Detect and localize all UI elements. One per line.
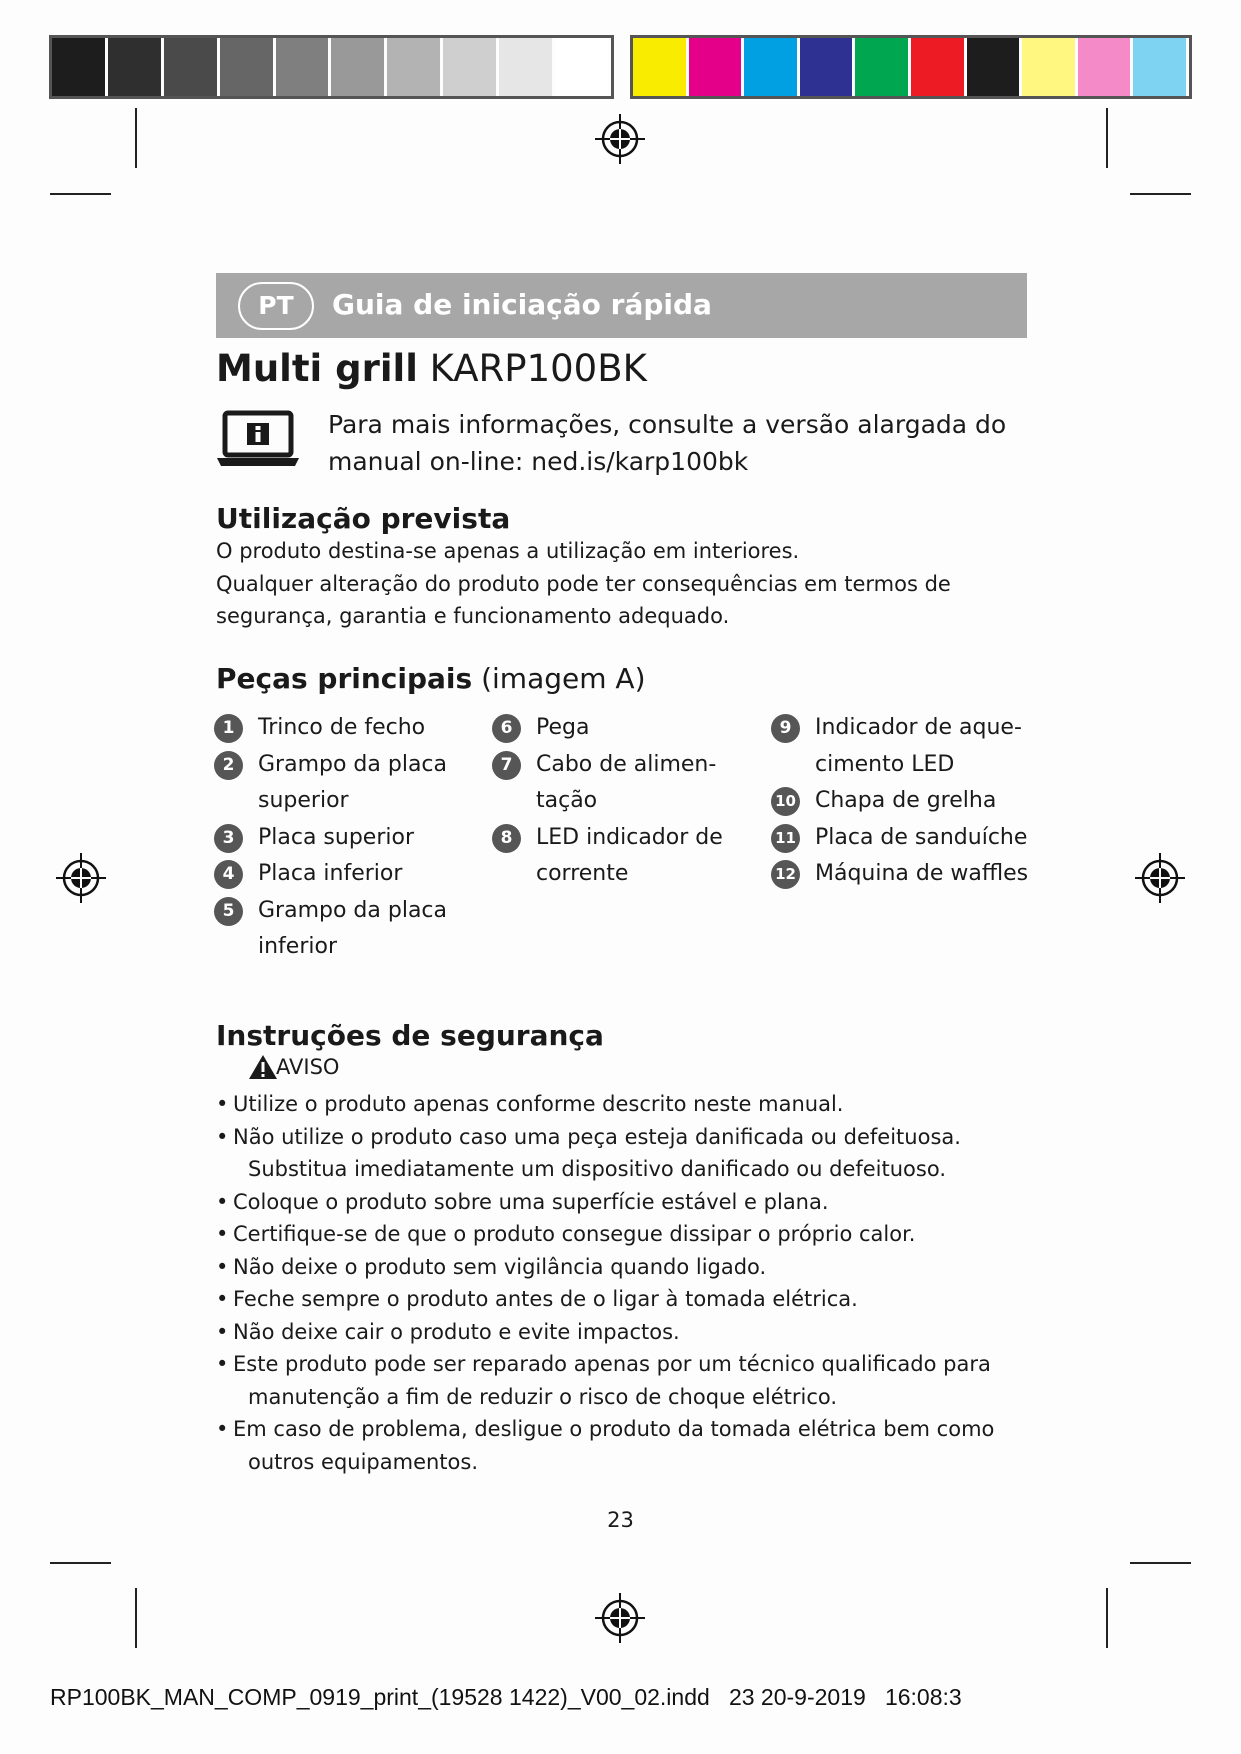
crop-mark (135, 108, 137, 168)
color-swatch (744, 38, 800, 96)
color-swatch (499, 38, 555, 96)
color-swatch (1022, 38, 1078, 96)
color-swatch (911, 38, 967, 96)
safety-line: • Em caso de problema, desligue o produto da tomada elétrica bem como (233, 1417, 995, 1441)
part-item (771, 710, 1041, 783)
safety-line: • Não utilize o produto caso uma peça esteja danificada ou defeituosa. (233, 1124, 961, 1149)
color-swatch (1133, 38, 1189, 96)
color-swatch (52, 38, 108, 96)
safety-line: • Certifique-se de que o produto consegue dissipar o próprio calor. (233, 1222, 916, 1246)
part-number-badge: 10 (771, 787, 800, 816)
product-model: KARP100BK (417, 347, 647, 390)
product-name: Multi grill (216, 347, 418, 390)
safety-line: • Este produto pode ser reparado apenas por um técnico qualificado para (233, 1352, 991, 1376)
color-swatch (331, 38, 387, 96)
warning-text: AVISO (276, 1055, 340, 1079)
part-item (214, 856, 484, 893)
header-band (216, 273, 1027, 338)
part-number-badge: 4 (214, 860, 243, 889)
info-text (328, 406, 1028, 480)
part-label: Grampo da placa (258, 751, 447, 777)
part-item (492, 710, 762, 747)
part-label: LED indicador de (536, 824, 723, 850)
intended-use-text (216, 535, 1016, 633)
safety-item (216, 1218, 1016, 1251)
part-number-badge: 1 (214, 714, 243, 743)
crop-mark (135, 1588, 137, 1648)
color-swatch (220, 38, 276, 96)
parts-column-3 (771, 710, 1041, 893)
part-label: Indicador de aque- (815, 715, 1022, 740)
safety-line: • Não deixe o produto sem vigilância quando ligado. (233, 1254, 767, 1279)
part-label: Máquina de waffles (815, 861, 1029, 886)
safety-line: • Coloque o produto sobre uma superfície estável e plana. (233, 1189, 829, 1214)
safety-list (216, 1088, 1016, 1478)
part-number-badge: 5 (214, 897, 243, 926)
part-number-badge: 12 (771, 860, 800, 889)
band-title: Guia de iniciação rápida (332, 288, 712, 321)
color-swatch (633, 38, 689, 96)
part-label: superior (258, 788, 349, 813)
laptop-info-icon (216, 410, 300, 470)
grayscale-bar (52, 38, 611, 96)
crop-mark (1106, 1588, 1108, 1648)
registration-mark-icon (594, 1592, 646, 1644)
safety-item (216, 1348, 1016, 1413)
part-item (214, 893, 484, 966)
safety-item (216, 1283, 1016, 1316)
parts-heading (216, 662, 646, 695)
crop-mark (1130, 193, 1191, 195)
part-label: Placa de sanduíche (815, 824, 1028, 850)
part-label: Chapa de grelha (815, 788, 997, 813)
color-swatch (689, 38, 745, 96)
crop-mark (50, 193, 111, 195)
safety-item (216, 1121, 1016, 1186)
color-swatch (800, 38, 856, 96)
part-number-badge: 11 (771, 824, 800, 853)
color-swatch (967, 38, 1023, 96)
part-item (771, 856, 1041, 893)
parts-heading-bold: Peças principais (216, 662, 473, 695)
info-line: Para mais informações, consulte a versão alargada do (328, 410, 1007, 439)
crop-mark (1106, 108, 1108, 168)
warning-triangle-icon (248, 1054, 278, 1080)
color-swatch (855, 38, 911, 96)
warning-label (248, 1054, 339, 1080)
color-swatch (1078, 38, 1134, 96)
part-label: cimento LED (815, 751, 955, 777)
safety-item (216, 1186, 1016, 1219)
process-color-bar (633, 38, 1189, 96)
safety-line: outros equipamentos. (248, 1449, 479, 1474)
safety-line: • Não deixe cair o produto e evite impactos. (233, 1319, 680, 1344)
safety-item (216, 1088, 1016, 1121)
part-number-badge: 7 (492, 751, 521, 780)
safety-item (216, 1316, 1016, 1349)
part-item (492, 820, 762, 893)
info-line: manual on-line: ned.is/karp100bk (328, 447, 749, 476)
part-number-badge: 8 (492, 824, 521, 853)
part-label: Placa inferior (258, 861, 403, 886)
part-label: Cabo de alimen- (536, 751, 717, 777)
print-slug: RP100BK_MAN_COMP_0919_print_(19528 1422)_V00_02.indd 23 20-9-2019 16:08:3 (50, 1684, 962, 1710)
text-line: Qualquer alteração do produto pode ter consequências em termos de (216, 571, 951, 596)
parts-column-1 (214, 710, 484, 966)
crop-mark (50, 1562, 111, 1564)
intended-use-heading: Utilização prevista (216, 502, 511, 535)
part-label: Trinco de fecho (258, 715, 426, 740)
parts-heading-ref: (imagem A) (472, 662, 646, 695)
part-label: Placa superior (258, 824, 414, 850)
part-number-badge: 6 (492, 714, 521, 743)
parts-column-2 (492, 710, 762, 893)
part-label: tação (536, 788, 598, 813)
color-swatch (387, 38, 443, 96)
safety-item (216, 1251, 1016, 1284)
safety-heading: Instruções de segurança (216, 1019, 604, 1052)
part-item (214, 747, 484, 820)
registration-mark-icon (1134, 852, 1186, 904)
part-item (214, 820, 484, 857)
color-swatch (276, 38, 332, 96)
safety-line: • Feche sempre o produto antes de o ligar à tomada elétrica. (233, 1287, 858, 1311)
color-swatch (164, 38, 220, 96)
text-line: segurança, garantia e funcionamento adequado. (216, 604, 730, 628)
part-label: Grampo da placa (258, 897, 447, 923)
text-line: O produto destina-se apenas a utilização em interiores. (216, 539, 800, 563)
part-item (771, 783, 1041, 820)
part-number-badge: 2 (214, 751, 243, 780)
registration-mark-icon (55, 852, 107, 904)
registration-mark-icon (594, 113, 646, 165)
crop-mark (1130, 1562, 1191, 1564)
safety-line: manutenção a fim de reduzir o risco de choque elétrico. (248, 1384, 838, 1409)
color-swatch (443, 38, 499, 96)
safety-line: • Utilize o produto apenas conforme descrito neste manual. (233, 1092, 844, 1116)
part-item (492, 747, 762, 820)
color-swatch (108, 38, 164, 96)
language-badge: PT (238, 282, 314, 330)
part-label: inferior (258, 934, 337, 959)
part-number-badge: 3 (214, 824, 243, 853)
part-number-badge: 9 (771, 714, 800, 743)
part-item (214, 710, 484, 747)
part-label: Pega (536, 715, 590, 740)
page-number: 23 (607, 1508, 634, 1532)
product-title (216, 347, 647, 390)
color-swatch (555, 38, 611, 96)
safety-item (216, 1413, 1016, 1478)
part-label: corrente (536, 861, 629, 886)
part-item (771, 820, 1041, 857)
safety-line: Substitua imediatamente um dispositivo danificado ou defeituoso. (248, 1157, 947, 1181)
